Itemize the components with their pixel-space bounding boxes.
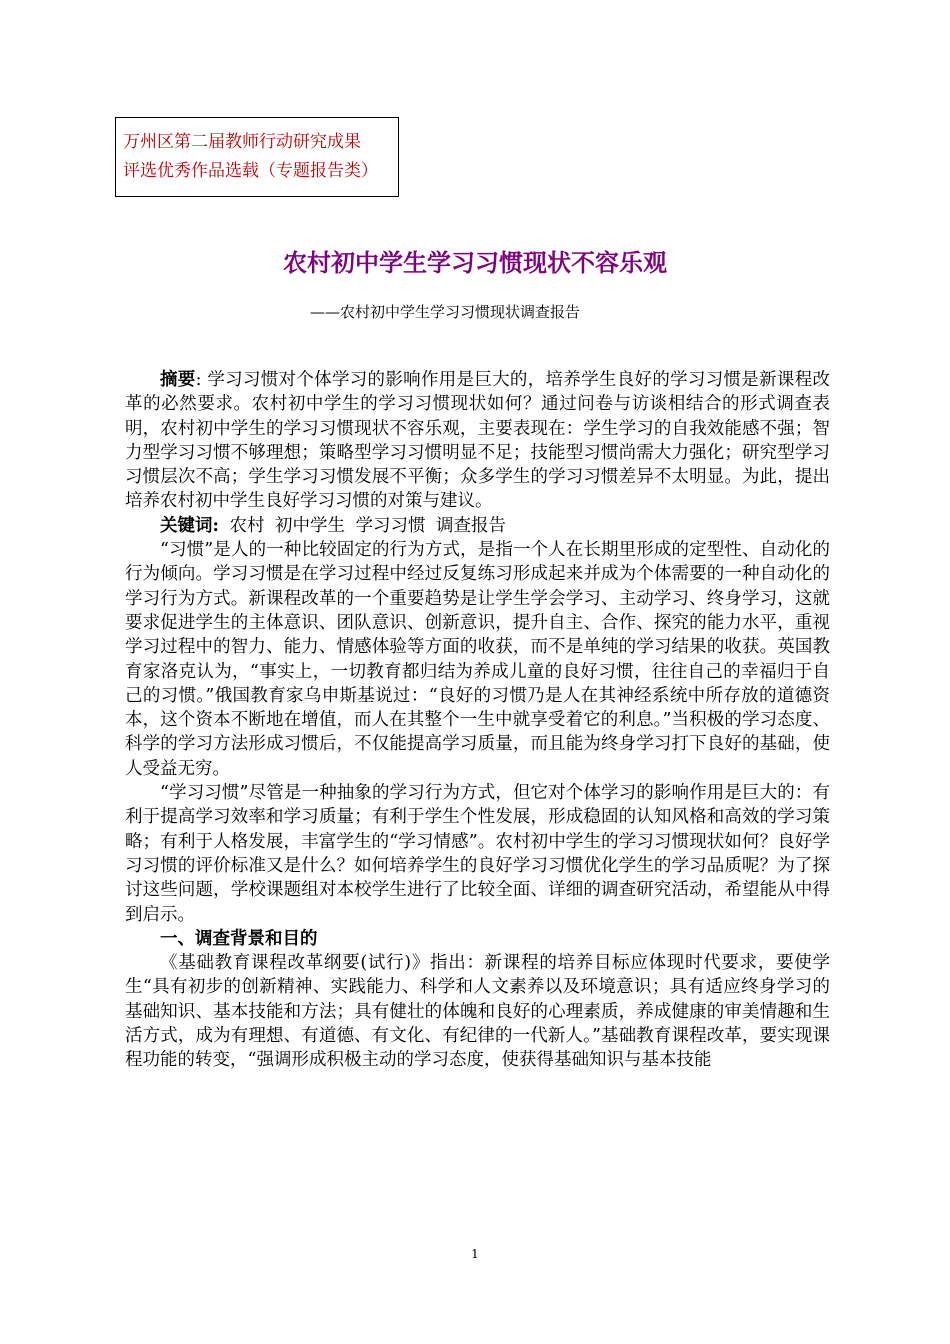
- keyword-item: 调查报告: [435, 515, 506, 536]
- body-paragraph: 《基础教育课程改革纲要(试行)》指出：新课程的培养目标应体现时代要求，要使学生“具有初步的创新精神、实践能力、科学和人文素养以及环境意识；具有适应终身学习的基础知识、基本技能和方法；具有健壮的体魄和良好的心理素质，养成健康的审美情趣和生活方式，成为有理想、有道德、有文化、有纪律的一代新人。”基础教育课程改革，要实现课程功能的转变，“强调形成积极主动的学习态度，使获得基础知识与基本技能: [125, 953, 830, 1071]
- keywords-label: 关键词:: [160, 515, 219, 536]
- report-title: 农村初中学生学习习惯现状不容乐观: [283, 249, 667, 277]
- collection-label-box: [115, 117, 399, 197]
- collection-label-line-2: 评选优秀作品选载（专题报告类）: [123, 161, 378, 180]
- abstract-text: : 学习习惯对个体学习的影响作用是巨大的，培养学生良好的学习习惯是新课程改革的必然要求。农村初中学生的学习习惯现状如何？通过问卷与访谈相结合的形式调查表明，农村初中学生的学习习惯现状不容乐观，主要表现在：学生学习的自我效能感不强；智力型学习习惯不够理想；策略型学习习惯明显不足；技能型习惯尚需大力强化；研究型学习习惯层次不高；学生学习习惯发展不平衡；众多学生的学习习惯差异不太明显。为此，提出培养农村初中学生良好学习习惯的对策与建议。: [125, 370, 831, 512]
- keyword-item: 初中学生: [274, 515, 345, 536]
- body-paragraph: “学习习惯”尽管是一种抽象的学习行为方式，但它对个体学习的影响作用是巨大的：有利于提高学习效率和学习质量；有利于学生个性发展，形成稳固的认知风格和高效的学习策略；有利于人格发展，丰富学生的“学习情感”。农村初中学生的学习习惯现状如何？良好学习习惯的评价标准又是什么？如何培养学生的良好学习习惯优化学生的学习品质呢？为了探讨这些问题，学校课题组对本校学生进行了比较全面、详细的调查研究活动，希望能从中得到启示。: [125, 783, 830, 925]
- keywords-paragraph: [125, 514, 830, 538]
- report-body: [125, 368, 830, 1073]
- keyword-item: 农村: [229, 515, 265, 536]
- keyword-item: 学习习惯: [355, 515, 426, 536]
- abstract-label: 摘要: [160, 370, 196, 390]
- abstract-paragraph: [125, 368, 830, 514]
- report-subtitle: ——农村初中学生学习习惯现状调查报告: [310, 303, 581, 321]
- section-heading: 一、调查背景和目的: [160, 928, 318, 949]
- page-number: 1: [471, 1247, 479, 1261]
- body-paragraph: “习惯”是人的一种比较固定的行为方式，是指一个人在长期里形成的定型性、自动化的行为倾向。学习习惯是在学习过程中经过反复练习形成起来并成为个体需要的一种自动化的学习行为方式。新课程改革的一个重要趋势是让学生学会学习、主动学习、终身学习，这就要求促进学生的主体意识、团队意识、创新意识，提升自主、合作、探究的能力水平，重视学习过程中的智力、能力、情感体验等方面的收获，而不是单纯的学习结果的收获。英国教育家洛克认为，“事实上，一切教育都归结为养成儿童的良好习惯，往往自己的幸福归于自己的习惯。”俄国教育家乌申斯基说过：“良好的习惯乃是人在其神经系统中所存放的道德资本，这个资本不断地在增值，而人在其整个一生中就享受着它的利息。”当积极的学习态度、科学的学习方法形成习惯后，不仅能提高学习质量，而且能为终身学习打下良好的基础，使人受益无穷。: [125, 540, 830, 779]
- collection-label-line-1: 万州区第二届教师行动研究成果: [123, 132, 361, 151]
